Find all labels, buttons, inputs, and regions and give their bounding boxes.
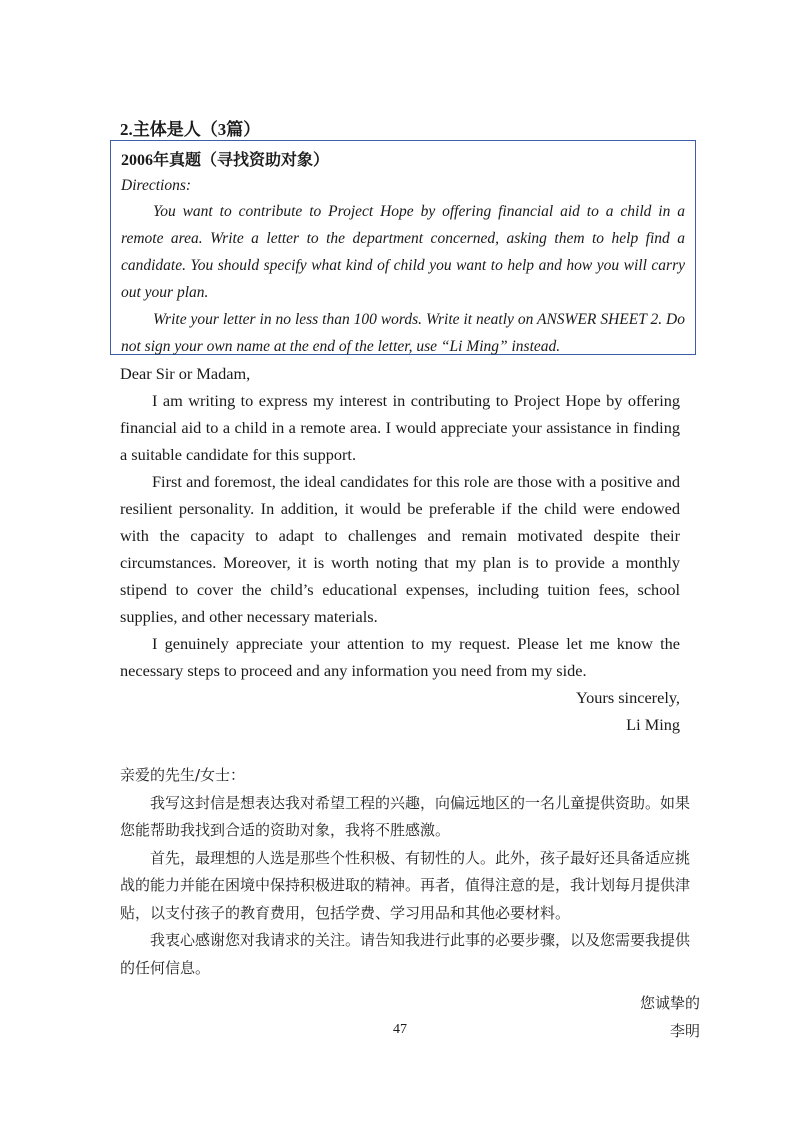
directions-paragraph-2: Write your letter in no less than 100 words. Write it neatly on ANSWER SHEET 2. Do not sign your own name at the end of the letter, use “Li Ming” instead.	[121, 311, 685, 355]
chinese-salutation: 亲爱的先生/女士：	[120, 766, 246, 784]
section-heading: 2.主体是人（3篇）	[120, 120, 261, 139]
english-paragraph-3: I genuinely appreciate your attention to my request. Please let me know the necessary steps to proceed and any information you need from my side.	[120, 634, 680, 680]
chinese-letter	[120, 762, 700, 1045]
english-signature: Li Ming	[626, 715, 680, 734]
chinese-paragraph-3: 我衷心感谢您对我请求的关注。请告知我进行此事的必要步骤，以及您需要我提供的任何信息。	[120, 931, 691, 977]
english-paragraph-1: I am writing to express my interest in contributing to Project Hope by offering financial aid to a child in a remote area. I would appreciate your assistance in finding a suitable candidate for this support.	[120, 391, 680, 464]
directions-paragraph-1: You want to contribute to Project Hope by offering financial aid to a child in a remote area. Write a letter to the department concerned, asking them to help find a candidate. You should specify what kind of child you want to help and how you will carry out your plan.	[121, 203, 685, 301]
english-salutation: Dear Sir or Madam,	[120, 364, 251, 383]
directions-box	[110, 140, 696, 355]
directions-box-title: 2006年真题（寻找资助对象）	[121, 152, 330, 169]
english-paragraph-2: First and foremost, the ideal candidates for this role are those with a positive and resilient personality. In addition, it would be preferable if the child were endowed with the capacity to adapt to challenges and remain motivated despite their circumstances. Moreover, it is worth noting that my plan is to provide a monthly stipend to cover the child’s educational expenses, including tuition fees, school supplies, and other necessary materials.	[120, 472, 680, 626]
directions-label: Directions:	[121, 177, 192, 194]
english-letter	[120, 360, 680, 738]
page-number: 47	[393, 1022, 407, 1037]
chinese-paragraph-2: 首先，最理想的人选是那些个性积极、有韧性的人。此外，孩子最好还具备适应挑战的能力并能在困境中保持积极进取的精神。再者，值得注意的是，我计划每月提供津贴，以支付孩子的教育费用，包括学费、学习用品和其他必要材料。	[120, 848, 691, 922]
chinese-signature: 李明	[669, 1021, 700, 1040]
chinese-closing: 您诚挚的	[639, 994, 700, 1012]
english-closing: Yours sincerely,	[575, 688, 680, 707]
chinese-paragraph-1: 我写这封信是想表达我对希望工程的兴趣，向偏远地区的一名儿童提供资助。如果您能帮助我找到合适的资助对象，我将不胜感激。	[120, 793, 691, 839]
